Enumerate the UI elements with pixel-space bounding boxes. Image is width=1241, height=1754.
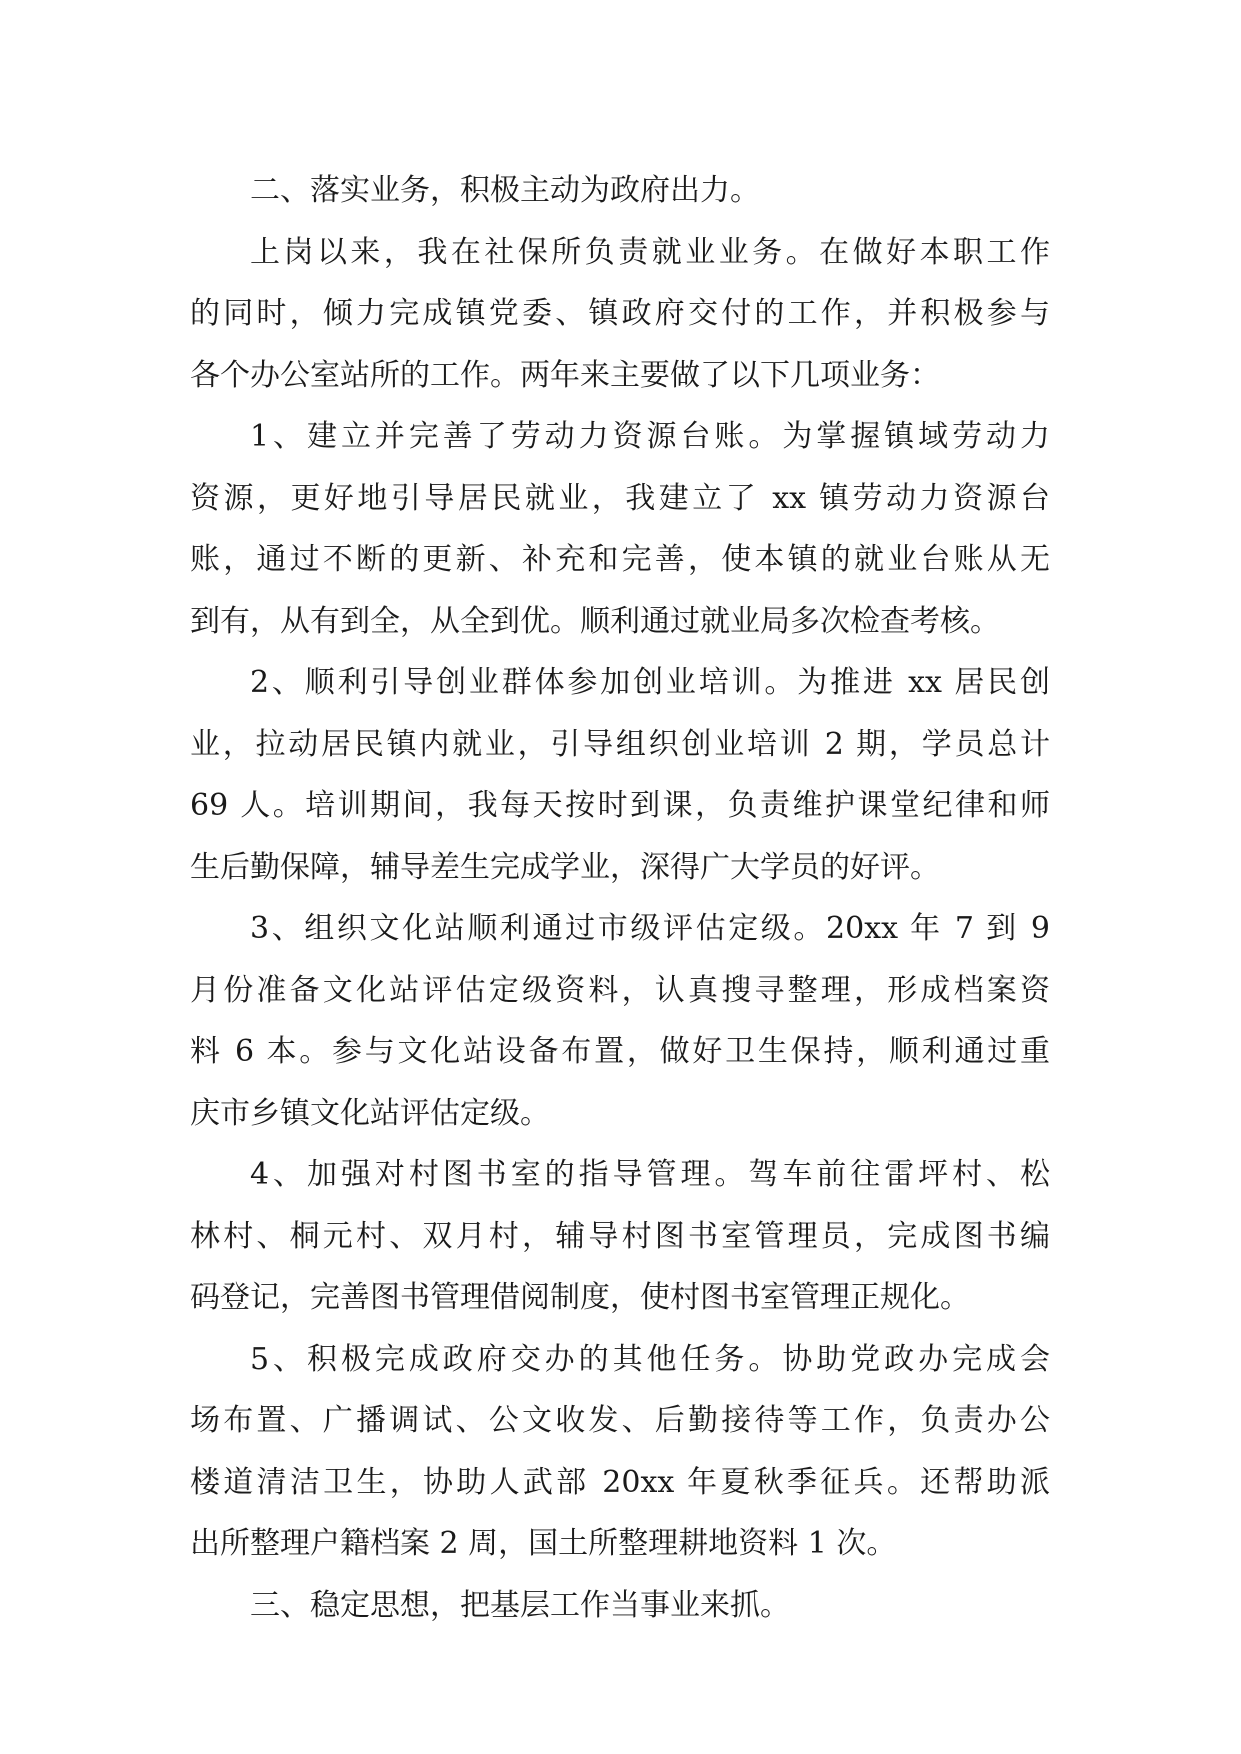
text-line: 月份准备文化站评估定级资料，认真搜寻整理，形成档案资 [190, 972, 1050, 1008]
text-line: 4、加强对村图书室的指导管理。驾车前往雷坪村、松 [250, 1157, 1050, 1192]
text-line: 3、组织文化站顺利通过市级评估定级。20xx 年 7 到 9 [250, 911, 1050, 946]
text-line: 楼道清洁卫生，协助人武部 20xx 年夏秋季征兵。还帮助派 [190, 1464, 1050, 1500]
text-line: 各个办公室站所的工作。两年来主要做了以下几项业务： [190, 357, 940, 393]
text-line: 出所整理户籍档案 2 周，国土所整理耕地资料 1 次。 [190, 1526, 897, 1561]
document-body [190, 160, 1050, 1636]
text-line: 三、稳定思想，把基层工作当事业来抓。 [250, 1587, 790, 1623]
text-line: 2、顺利引导创业群体参加创业培训。为推进 xx 居民创 [250, 665, 1050, 700]
text-line: 码登记，完善图书管理借阅制度，使村图书室管理正规化。 [190, 1280, 970, 1315]
text-line: 的同时，倾力完成镇党委、镇政府交付的工作，并积极参与 [190, 296, 1050, 331]
text-line: 5、积极完成政府交办的其他任务。协助党政办完成会 [250, 1341, 1050, 1377]
text-line: 场布置、广播调试、公文收发、后勤接待等工作，负责办公 [190, 1403, 1050, 1438]
text-line: 业，拉动居民镇内就业，引导组织创业培训 2 期，学员总计 [190, 726, 1050, 762]
text-line: 资源，更好地引导居民就业，我建立了 xx 镇劳动力资源台 [190, 480, 1050, 516]
text-line: 生后勤保障，辅导差生完成学业，深得广大学员的好评。 [190, 849, 940, 885]
text-line: 69 人。培训期间，我每天按时到课，负责维护课堂纪律和师 [190, 788, 1050, 823]
text-line: 料 6 本。参与文化站设备布置，做好卫生保持，顺利通过重 [190, 1034, 1050, 1069]
text-line: 账，通过不断的更新、补充和完善，使本镇的就业台账从无 [190, 542, 1050, 577]
text-line: 林村、桐元村、双月村，辅导村图书室管理员，完成图书编 [190, 1218, 1050, 1254]
text-line: 到有，从有到全，从全到优。顺利通过就业局多次检查考核。 [190, 603, 1000, 639]
text-line: 庆市乡镇文化站评估定级。 [190, 1095, 550, 1131]
text-line: 二、落实业务，积极主动为政府出力。 [250, 173, 760, 208]
text-line: 1、建立并完善了劳动力资源台账。为掌握镇域劳动力 [250, 419, 1050, 454]
text-line: 上岗以来，我在社保所负责就业业务。在做好本职工作 [250, 234, 1050, 270]
